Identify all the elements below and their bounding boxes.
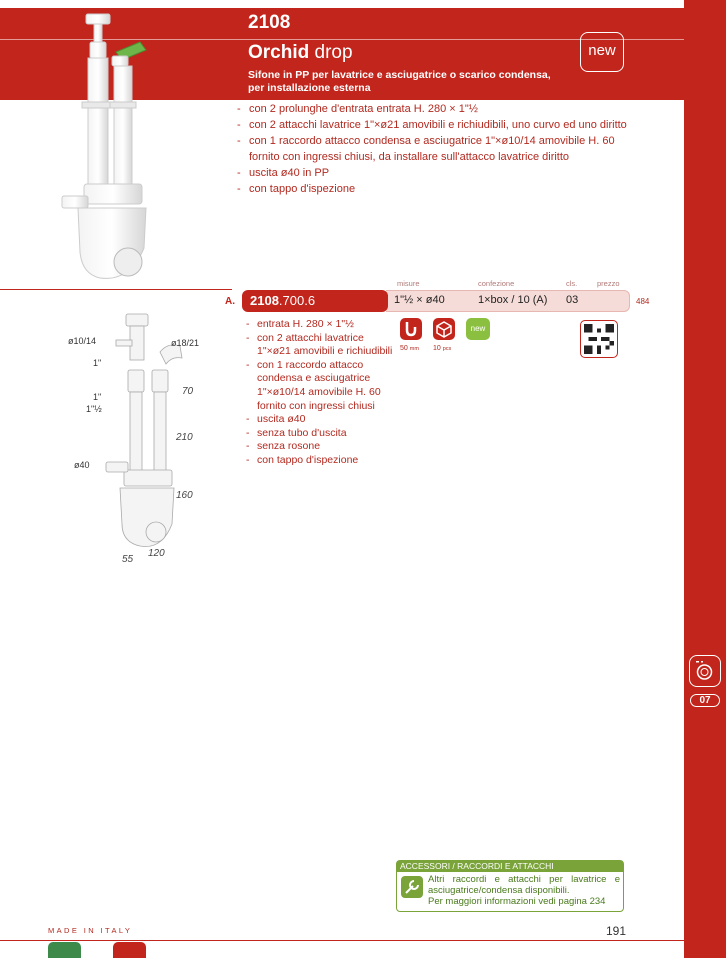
header-misure: misure xyxy=(397,279,420,288)
new-tag: new xyxy=(580,32,624,72)
header-confezione: confezione xyxy=(478,279,515,288)
dim-d40: ø40 xyxy=(74,460,90,470)
accessories-text-2: Per maggiori informazioni vedi pagina 234 xyxy=(428,896,606,907)
subtitle-line-1: Sifone in PP per lavatrice e asciugatrice o scarico condensa, xyxy=(248,69,551,81)
dim-h70: 70 xyxy=(182,386,194,397)
variant-feature-item: - con tappo d'ispezione xyxy=(246,454,396,468)
row-letter: A. xyxy=(225,296,235,307)
row-cls: 03 xyxy=(566,294,579,306)
dim-1in-b: 1" xyxy=(93,392,102,402)
product-code: 2108 xyxy=(248,12,291,33)
section-tab[interactable]: 07 xyxy=(690,694,720,707)
qr-code[interactable] xyxy=(580,320,618,358)
bottom-rule xyxy=(0,940,684,941)
variant-feature-item: - entrata H. 280 × 1"½ xyxy=(246,318,396,332)
dim-d1821: ø18/21 xyxy=(171,338,200,348)
feature-item: - con tappo d'ispezione xyxy=(237,181,637,197)
side-band xyxy=(684,0,726,958)
flag-green xyxy=(48,942,81,958)
feature-item: - con 2 attacchi lavatrice 1"×ø21 amovibili e richiudibili, uno curvo ed uno diritto xyxy=(237,117,637,133)
accessories-heading: ACCESSORI / RACCORDI E ATTACCHI xyxy=(397,861,623,872)
dim-w120: 120 xyxy=(148,548,165,559)
variant-feature-item: - senza tubo d'uscita xyxy=(246,427,396,441)
header-cls: cls. xyxy=(566,279,578,288)
wrench-icon xyxy=(401,876,423,898)
siphon-value: 50 xyxy=(400,345,408,352)
page-number: 191 xyxy=(606,924,627,938)
accessories-text xyxy=(428,874,620,907)
dim-w55: 55 xyxy=(122,554,134,565)
dim-h210: 210 xyxy=(176,432,193,443)
washing-machine-icon[interactable] xyxy=(689,655,721,687)
side-number: 484 xyxy=(636,297,650,306)
product-subtitle xyxy=(248,69,551,95)
row-misure: 1"½ × ø40 xyxy=(394,294,445,306)
variant-feature-item: - con 1 raccordo attacco condensa e asciugatrice 1"×ø10/14 amovibile H. 60 fornito con ingressi chiusi xyxy=(246,359,396,413)
made-in-italy: MADE IN ITALY xyxy=(48,926,133,935)
accessories-box xyxy=(396,860,624,912)
siphon-label xyxy=(400,345,419,352)
new-badge: new xyxy=(466,318,490,340)
variant-feature-item: - uscita ø40 xyxy=(246,413,396,427)
row-code-bold: 2108 xyxy=(250,293,279,308)
variant-feature-item: - con 2 attacchi lavatrice 1"×ø21 amovibili e richiudibili xyxy=(246,332,396,359)
variant-feature-list xyxy=(246,318,396,468)
row-rule xyxy=(0,289,232,290)
product-title xyxy=(248,42,353,64)
accessories-text-1: Altri raccordi e attacchi per lavatrice e asciugatrice/condensa disponibili. xyxy=(428,874,620,896)
product-image xyxy=(60,12,170,284)
flag-red xyxy=(113,942,146,958)
dim-d1014: ø10/14 xyxy=(68,336,97,346)
dim-1in: 1" xyxy=(93,358,102,368)
dim-1in-half: 1"½ xyxy=(86,404,102,414)
feature-item: - con 1 raccordo attacco condensa e asciugatrice 1"×ø10/14 amovibile H. 60 fornito con ingressi chiusi, da installare sull'attacco lavatrice diritto xyxy=(237,133,637,165)
feature-list xyxy=(237,101,637,197)
feature-item: - con 2 prolunghe d'entrata entrata H. 280 × 1"½ xyxy=(237,101,637,117)
variant-feature-item: - senza rosone xyxy=(246,440,396,454)
feature-item: - uscita ø40 in PP xyxy=(237,165,637,181)
box-icon xyxy=(433,318,455,340)
subtitle-line-2: per installazione esterna xyxy=(248,82,371,94)
box-unit: pcs xyxy=(442,346,452,352)
siphon-icon xyxy=(400,318,422,340)
title-bold: Orchid xyxy=(248,42,310,63)
siphon-unit: mm xyxy=(409,346,419,352)
row-code-rest: .700.6 xyxy=(278,293,316,308)
title-rest: drop xyxy=(309,42,353,63)
row-code xyxy=(242,290,388,312)
box-value: 10 xyxy=(433,345,441,352)
box-label xyxy=(433,345,451,352)
row-confezione: 1×box / 10 (A) xyxy=(478,294,548,306)
dim-h160: 160 xyxy=(176,490,193,501)
header-prezzo: prezzo xyxy=(597,279,620,288)
